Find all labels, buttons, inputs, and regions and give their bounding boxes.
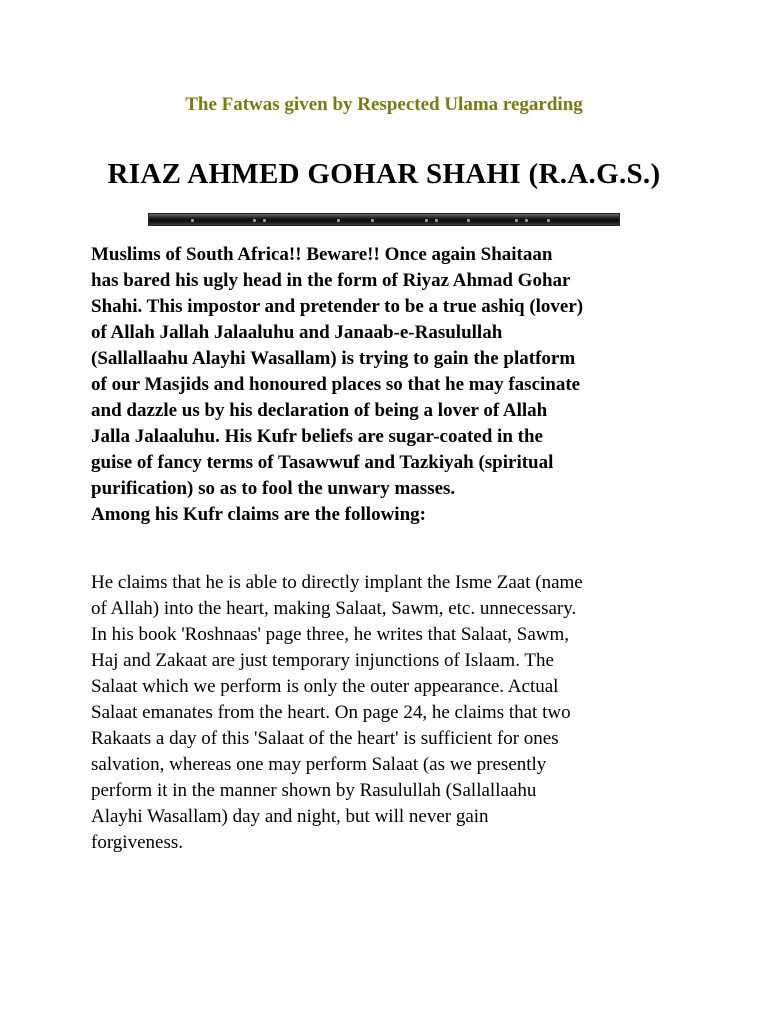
intro-line: Jalla Jalaaluhu. His Kufr beliefs are sugar-coated in the (91, 426, 543, 447)
claim-line: He claims that he is able to directly implant the Isme Zaat (name (91, 572, 583, 593)
claim-line: Haj and Zakaat are just temporary injunctions of Islaam. The (91, 650, 554, 671)
intro-line: of Allah Jallah Jalaaluhu and Janaab-e-Rasulullah (91, 322, 503, 343)
intro-line: Muslims of South Africa!! Beware!! Once again Shaitaan (91, 244, 553, 265)
claim-line: Rakaats a day of this 'Salaat of the heart' is sufficient for ones (91, 728, 559, 749)
claim-line: forgiveness. (91, 832, 183, 853)
decorative-divider (148, 213, 620, 226)
intro-line: purification) so as to fool the unwary masses. (91, 478, 456, 499)
claim-line: In his book 'Roshnaas' page three, he writes that Salaat, Sawm, (91, 624, 570, 645)
intro-paragraph (91, 242, 691, 528)
claim-line: perform it in the manner shown by Rasulullah (Sallallaahu (91, 780, 537, 801)
intro-line: (Sallallaahu Alayhi Wasallam) is trying to gain the platform (91, 348, 576, 369)
claim-line: Alayhi Wasallam) day and night, but will never gain (91, 806, 489, 827)
intro-line: guise of fancy terms of Tasawwuf and Tazkiyah (spiritual (91, 452, 554, 473)
claim-line: Salaat emanates from the heart. On page 24, he claims that two (91, 702, 571, 723)
intro-line: has bared his ugly head in the form of Riyaz Ahmad Gohar (91, 270, 571, 291)
claim-paragraph (91, 570, 691, 856)
claim-line: of Allah) into the heart, making Salaat, Sawm, etc. unnecessary. (91, 598, 577, 619)
intro-line: of our Masjids and honoured places so that he may fascinate (91, 374, 581, 395)
claim-line: salvation, whereas one may perform Salaat (as we presently (91, 754, 547, 775)
subtitle: The Fatwas given by Respected Ulama regarding (185, 94, 583, 115)
intro-line: Shahi. This impostor and pretender to be a true ashiq (lover) (91, 296, 584, 317)
intro-line: Among his Kufr claims are the following: (91, 504, 426, 525)
intro-line: and dazzle us by his declaration of being a lover of Allah (91, 400, 548, 421)
page-title: RIAZ AHMED GOHAR SHAHI (R.A.G.S.) (107, 158, 661, 190)
claim-line: Salaat which we perform is only the outer appearance. Actual (91, 676, 559, 697)
